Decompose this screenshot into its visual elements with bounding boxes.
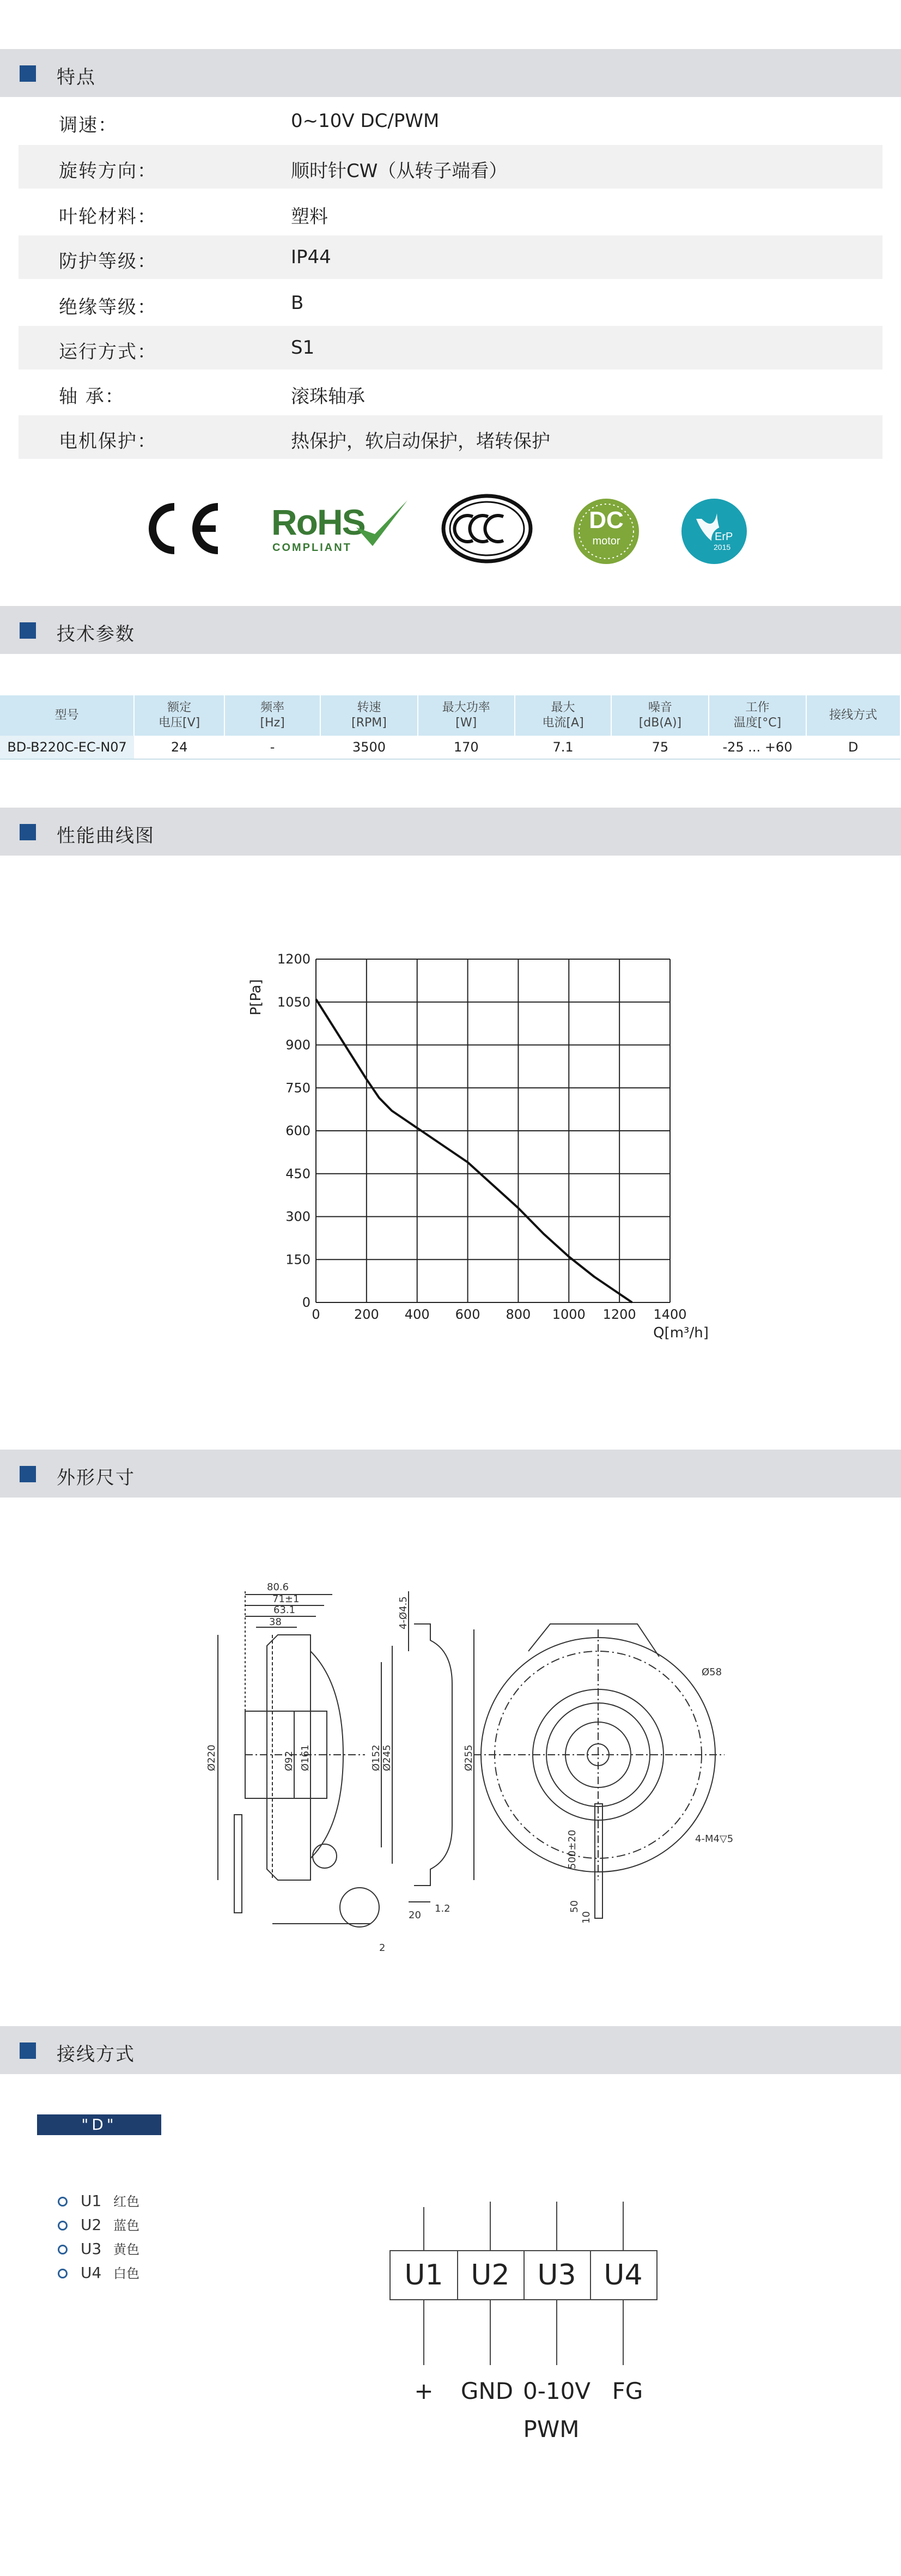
performance-chart <box>240 937 719 1351</box>
erp-text: ErP <box>715 531 733 543</box>
feature-value: 塑料 <box>291 206 328 228</box>
spec-cell: D <box>806 736 900 759</box>
section-marker-icon <box>20 824 36 840</box>
spec-header: 转速 [RPM] <box>320 695 418 736</box>
x-tick-label: 1400 <box>653 1307 687 1322</box>
section-header-features <box>0 49 901 97</box>
section-title: 性能曲线图 <box>57 825 155 847</box>
x-axis-label: Q[m³/h] <box>653 1325 709 1341</box>
dim-label: Ø245 <box>381 1744 393 1771</box>
list-item: U4 白色 <box>58 2263 139 2287</box>
section-marker-icon <box>20 65 36 82</box>
ccc-logo <box>440 493 534 565</box>
feature-row <box>19 99 882 143</box>
section-header-dimensions <box>0 1450 901 1498</box>
feature-row <box>19 281 882 325</box>
erp-year-text: 2015 <box>714 543 731 551</box>
signal-label: 0-10V <box>522 2378 591 2404</box>
feature-key: 旋转方向： <box>59 160 157 182</box>
section-header-tech <box>0 606 901 654</box>
bullet-icon <box>58 2197 68 2207</box>
feature-key: 叶轮材料： <box>59 206 157 228</box>
feature-key: 调速： <box>59 114 118 136</box>
feature-value: S1 <box>291 337 315 359</box>
erp-logo <box>680 497 748 566</box>
cable-outline <box>234 1815 242 1913</box>
wiring-diagram <box>381 2185 675 2469</box>
spec-cell: 75 <box>611 736 709 759</box>
feature-value: 滚珠轴承 <box>291 386 365 408</box>
x-tick-label: 400 <box>404 1307 430 1322</box>
feature-value: 热保护，软启动保护，堵转保护 <box>291 431 550 452</box>
mount-ring-side <box>414 1624 452 1886</box>
feature-value: B <box>291 292 304 314</box>
spec-header: 噪音 [dB(A)] <box>611 695 709 736</box>
checkmark-icon <box>351 496 411 556</box>
dc-motor-logo <box>572 497 641 566</box>
wiring-type-badge: "D" <box>37 2114 161 2135</box>
list-item: U1 红色 <box>58 2191 139 2215</box>
feature-key: 绝缘等级： <box>59 296 157 318</box>
y-axis-label: P[Pa] <box>248 979 264 1016</box>
terminal-label: U3 <box>537 2259 576 2292</box>
spec-table <box>0 695 901 760</box>
feature-row <box>19 145 882 189</box>
dc-text: DC <box>589 507 624 534</box>
dim-label: 1.2 <box>435 1903 450 1914</box>
spec-cell: 3500 <box>320 736 418 759</box>
spec-cell: - <box>224 736 320 759</box>
x-tick-label: 1200 <box>602 1307 636 1322</box>
terminal-label: U2 <box>471 2259 510 2292</box>
spec-header: 接线方式 <box>806 695 900 736</box>
dim-label: 20 <box>409 1910 421 1921</box>
section-title: 特点 <box>57 66 96 88</box>
y-tick-label: 900 <box>285 1037 311 1053</box>
feature-row <box>19 235 882 279</box>
dim-label: 71±1 <box>272 1593 300 1605</box>
x-tick-label: 600 <box>455 1307 480 1322</box>
feature-row <box>19 415 882 459</box>
y-tick-label: 1050 <box>277 994 311 1010</box>
signal-label: FG <box>612 2378 643 2404</box>
dim-label: Ø255 <box>463 1744 474 1771</box>
feature-value: 0~10V DC/PWM <box>291 110 440 132</box>
dim-label: 500±20 <box>567 1829 578 1869</box>
section-header-curve <box>0 808 901 856</box>
detail-zoom-circle <box>340 1888 379 1927</box>
section-title: 技术参数 <box>57 623 135 645</box>
section-header-wiring <box>0 2026 901 2074</box>
ce-logo <box>136 490 229 567</box>
terminal-label: U4 <box>604 2259 643 2292</box>
rohs-logo <box>269 496 416 561</box>
section-marker-icon <box>20 2042 36 2059</box>
section-title: 接线方式 <box>57 2044 135 2065</box>
dim-label: 10 <box>581 1911 592 1924</box>
dim-label: Ø58 <box>702 1666 722 1678</box>
dc-sub-text: motor <box>592 535 620 547</box>
list-item: U2 蓝色 <box>58 2215 139 2239</box>
spec-header: 最大功率 [W] <box>418 695 515 736</box>
wire-color-legend <box>58 2191 139 2287</box>
dim-label: Ø161 <box>300 1744 311 1771</box>
signal-label: + <box>414 2378 434 2404</box>
spec-cell: 7.1 <box>515 736 612 759</box>
spec-cell-model: BD-B220C-EC-N07 <box>0 736 134 759</box>
x-tick-label: 0 <box>312 1307 320 1322</box>
detail-circle <box>313 1844 337 1868</box>
spec-header: 最大 电流[A] <box>515 695 612 736</box>
spec-header: 工作 温度[°C] <box>709 695 806 736</box>
spec-header: 额定 电压[V] <box>134 695 224 736</box>
section-marker-icon <box>20 622 36 639</box>
feature-key: 轴 承： <box>59 386 125 408</box>
x-tick-label: 200 <box>354 1307 379 1322</box>
dim-label: Ø220 <box>206 1744 217 1771</box>
dim-label: Ø92 <box>283 1750 295 1771</box>
x-tick-label: 800 <box>506 1307 531 1322</box>
feature-value: 顺时针CW（从转子端看） <box>291 160 508 182</box>
feature-row <box>19 191 882 234</box>
bullet-icon <box>58 2269 68 2278</box>
table-row <box>0 736 900 759</box>
dimension-drawing <box>202 1575 734 1956</box>
spec-cell: 170 <box>418 736 515 759</box>
rohs-text: RoHS <box>271 502 365 542</box>
spec-header-row <box>0 695 900 736</box>
dim-label: 38 <box>269 1616 282 1628</box>
spec-header: 频率 [Hz] <box>224 695 320 736</box>
y-tick-label: 300 <box>285 1209 311 1225</box>
section-marker-icon <box>20 1466 36 1482</box>
y-tick-label: 150 <box>285 1252 311 1268</box>
feature-row <box>19 326 882 369</box>
bullet-icon <box>58 2245 68 2254</box>
terminal-label: U1 <box>404 2259 443 2292</box>
y-tick-label: 750 <box>285 1080 311 1096</box>
feature-key: 电机保护： <box>59 431 157 452</box>
x-tick-label: 1000 <box>552 1307 586 1322</box>
signal-sub-label: PWM <box>523 2416 580 2442</box>
rohs-sub-text: COMPLIANT <box>272 542 352 554</box>
dim-label: 2 <box>379 1942 386 1954</box>
dim-label: 80.6 <box>267 1581 289 1593</box>
signal-label: GND <box>460 2378 514 2404</box>
section-title: 外形尺寸 <box>57 1467 135 1489</box>
front-angle-dim <box>528 1624 659 1657</box>
y-tick-label: 1200 <box>277 951 311 967</box>
spec-cell: 24 <box>134 736 224 759</box>
y-tick-label: 600 <box>285 1123 311 1138</box>
feature-key: 防护等级： <box>59 251 157 272</box>
list-item: U3 黄色 <box>58 2239 139 2263</box>
feature-value: IP44 <box>291 246 331 268</box>
y-tick-label: 450 <box>285 1166 311 1181</box>
dim-label: 4-M4▽5 <box>695 1833 734 1845</box>
bullet-icon <box>58 2221 68 2230</box>
feature-row <box>19 371 882 414</box>
y-tick-label: 0 <box>302 1295 311 1310</box>
dim-label: 4-Ø4.5 <box>398 1596 409 1629</box>
spec-header: 型号 <box>0 695 134 736</box>
dim-label: Ø152 <box>370 1744 382 1771</box>
spec-cell: -25 ... +60 <box>709 736 806 759</box>
dim-label: 63.1 <box>273 1604 296 1616</box>
dim-label: 50 <box>569 1900 580 1913</box>
feature-key: 运行方式： <box>59 341 157 363</box>
